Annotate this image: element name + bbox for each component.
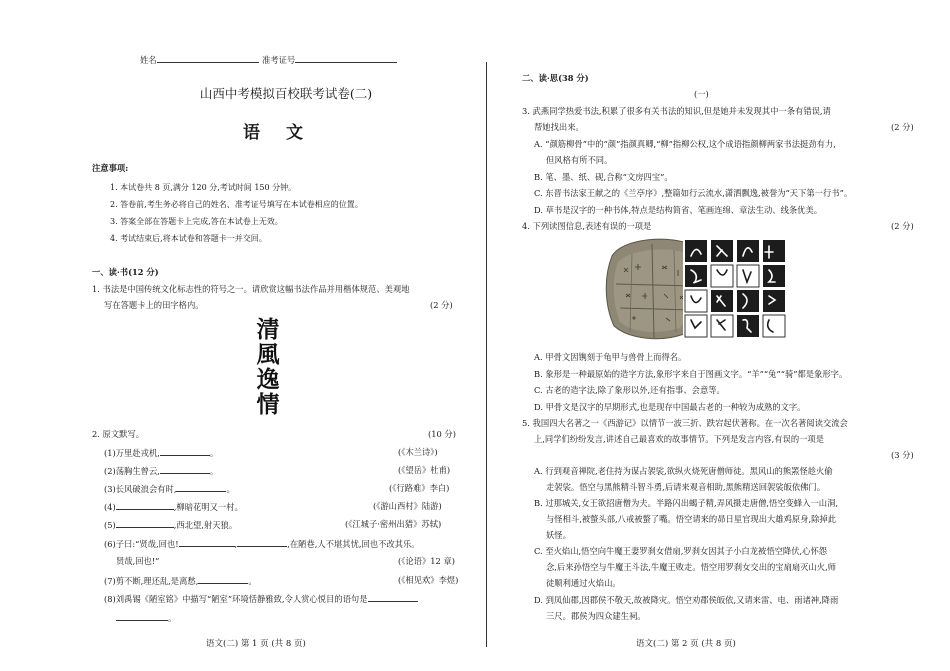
name-field[interactable]: 姓名 (140, 53, 259, 66)
left-page (0, 0, 474, 671)
q2-source: (《行路难》李白) (389, 483, 450, 493)
pictograph-grid-image (683, 238, 787, 340)
q5-option-b-cont: 妖怪。 (546, 530, 571, 540)
q5-option-b: B. 过那城关,女王欲招唐僧为夫。半路闪出蝎子精,弄风摄走唐僧,悟空变蜂入一山洞, (534, 498, 839, 508)
notice-item: 2. 答卷前,考生务必将自己的姓名、准考证号填写在本试卷相应的位置。 (110, 200, 363, 209)
exam-id-field[interactable]: 准考证号 (262, 53, 397, 66)
q2-item-8-line2: 。 (116, 611, 176, 624)
calligraphy-char: 清 (256, 316, 280, 343)
q5-line2: 上,同学们纷纷发言,讲述自己最喜欢的故事情节。下列是发言内容,有误的一项是 (534, 434, 825, 444)
q2-item-7: (7)剪不断,理还乱,是离愁, 。 (104, 576, 257, 586)
q5-option-d: D. 到凤仙郡,因郡侯不敬天,故被降灾。悟空劝郡侯皈依,又请来雷、电、雨诸神,降雨 (534, 595, 839, 605)
q3-option-a: A. “颜筋柳骨”中的“颜”指颜真卿,“柳”指柳公权,这个成语指颜柳两家书法挺劲有力, (534, 139, 836, 149)
exam-title: 山西中考模拟百校联考试卷(二) (199, 86, 373, 101)
q4-option-a: A. 甲骨文因镌刻于龟甲与兽骨上而得名。 (534, 352, 687, 362)
section-heading: 二、读·思(38 分) (522, 73, 589, 83)
page-footer: 语文(二) 第 1 页 (共 8 页) (206, 639, 306, 649)
q3-option-c: C. 东晋书法家王献之的《兰亭序》,整篇如行云流水,潇洒飘逸,被誉为“天下第一行书”。 (534, 188, 853, 198)
page-footer: 语文(二) 第 2 页 (共 8 页) (636, 639, 736, 649)
q2-stem: 2. 原文默写。 (92, 429, 145, 439)
q5-option-a: A. 行到观音禅院,老住持为谋占袈裟,欲纵火烧死唐僧师徒。黑风山的熊罴怪趁火偷 (534, 466, 833, 476)
q4-option-b: B. 象形是一种最原始的造字方法,象形字来自于图画文字。“羊”“兔”“骑”都是象形字。 (534, 369, 848, 379)
right-page (476, 0, 950, 671)
q2-source: (《望岳》杜甫) (398, 465, 451, 475)
q5-option-b-cont: 与怪相斗,被螫头部,八戒被螫了嘴。悟空请来的昴日星官现出大雄鸡原身,除掉此 (546, 514, 837, 524)
subsection-heading: (一) (694, 89, 709, 99)
section-heading: 一、读·书(12 分) (92, 267, 159, 277)
subject-title: 语文 (243, 123, 329, 143)
q2-item-1: (1)万里赴戎机, 。 (104, 448, 219, 458)
q2-item-4: (4) ,柳暗花明又一村。 (104, 502, 243, 512)
q3-option-b: B. 笔、墨、纸、砚,合称“文房四宝”。 (534, 172, 673, 182)
q4-score: (2 分) (891, 221, 914, 231)
q2-source: (《论语》12 章) (398, 556, 456, 566)
q2-source: (《江城子·密州出猎》苏轼) (345, 519, 442, 529)
calligraphy-char: 風 (256, 341, 280, 368)
q3-option-d: D. 草书是汉字的一种书体,特点是结构简省、笔画连绵、章法生动、线条优美。 (534, 205, 823, 215)
q2-score: (10 分) (428, 429, 456, 439)
q5-option-c: C. 至火焰山,悟空向牛魔王妻罗刹女借扇,罗刹女因其子小白龙被悟空降伏,心怀怨 (534, 546, 828, 556)
q3-score: (2 分) (891, 122, 914, 132)
q1-score: (2 分) (430, 300, 453, 310)
q5-line1: 5. 我国四大名著之一《西游记》以情节一波三折、跌宕起伏著称。在一次名著阅读交流会 (522, 418, 848, 428)
q3-line1: 3. 武燕同学热爱书法,积累了很多有关书法的知识,但是她并未发现其中一条有错误,请 (522, 106, 831, 116)
q1-line2: 写在答题卡上的田字格内。 (104, 300, 204, 310)
q4-stem: 4. 下列读图信息,表述有误的一项是 (522, 221, 652, 231)
q3-line2: 帮她找出来。 (534, 122, 584, 132)
notice-item: 3. 答案全部在答题卡上完成,答在本试卷上无效。 (110, 217, 283, 226)
q5-option-a-cont: 走袈裟。悟空与黑熊精斗智斗勇,后请来观音相助,黑熊精送回袈裟皈依佛门。 (546, 482, 826, 492)
q4-option-c: C. 古老的造字法,除了象形以外,还有指事、会意等。 (534, 385, 725, 395)
q2-source: (《相见欢》李煜) (398, 575, 459, 585)
q2-item-6: (6)子曰:“贤哉,回也! , ,在陋巷,人不堪其忧,回也不改其乐。 (104, 539, 420, 549)
q2-item-6-line2: 贤哉,回也!” (116, 556, 160, 566)
q5-option-c-cont: 徒顺利通过火焰山。 (546, 578, 621, 588)
notice-item: 4. 考试结束后,将本试卷和答题卡一并交回。 (110, 234, 267, 243)
q2-source: (《木兰诗》) (398, 447, 438, 457)
q5-option-d-cont: 三尺。郡侯为四众建生祠。 (546, 611, 646, 621)
q2-source: (《游山西村》陆游) (373, 501, 442, 511)
calligraphy-char: 逸 (256, 366, 280, 393)
q5-option-c-cont: 念,后来孙悟空与牛魔王斗法,牛魔王败走。悟空用罗刹女交出的宝扇扇灭山火,师 (546, 562, 837, 572)
calligraphy-char: 情 (256, 391, 280, 418)
q3-option-a-cont: 但风格有所不同。 (546, 155, 613, 165)
q2-item-8: (8)刘禹锡《陋室铭》中描写“陋室”环境恬静雅致,令人赏心悦目的语句是 (104, 592, 418, 605)
q1-line1: 1. 书法是中国传统文化标志性的符号之一。请欣赏这幅书法作品并用楷体规范、美观地 (92, 284, 410, 294)
q5-score: (3 分) (891, 450, 914, 460)
q2-item-3: (3)长风破浪会有时, 。 (104, 484, 235, 494)
q4-option-d: D. 甲骨文是汉字的早期形式,也是现存中国最古老的一种较为成熟的文字。 (534, 402, 806, 412)
notice-heading: 注意事项: (92, 163, 129, 173)
notice-item: 1. 本试卷共 8 页,满分 120 分,考试时间 150 分钟。 (110, 183, 297, 192)
q2-item-5: (5) ,西北望,射天狼。 (104, 520, 238, 530)
calligraphy-artwork (250, 317, 286, 417)
q2-item-2: (2)荡胸生曾云, 。 (104, 466, 219, 476)
